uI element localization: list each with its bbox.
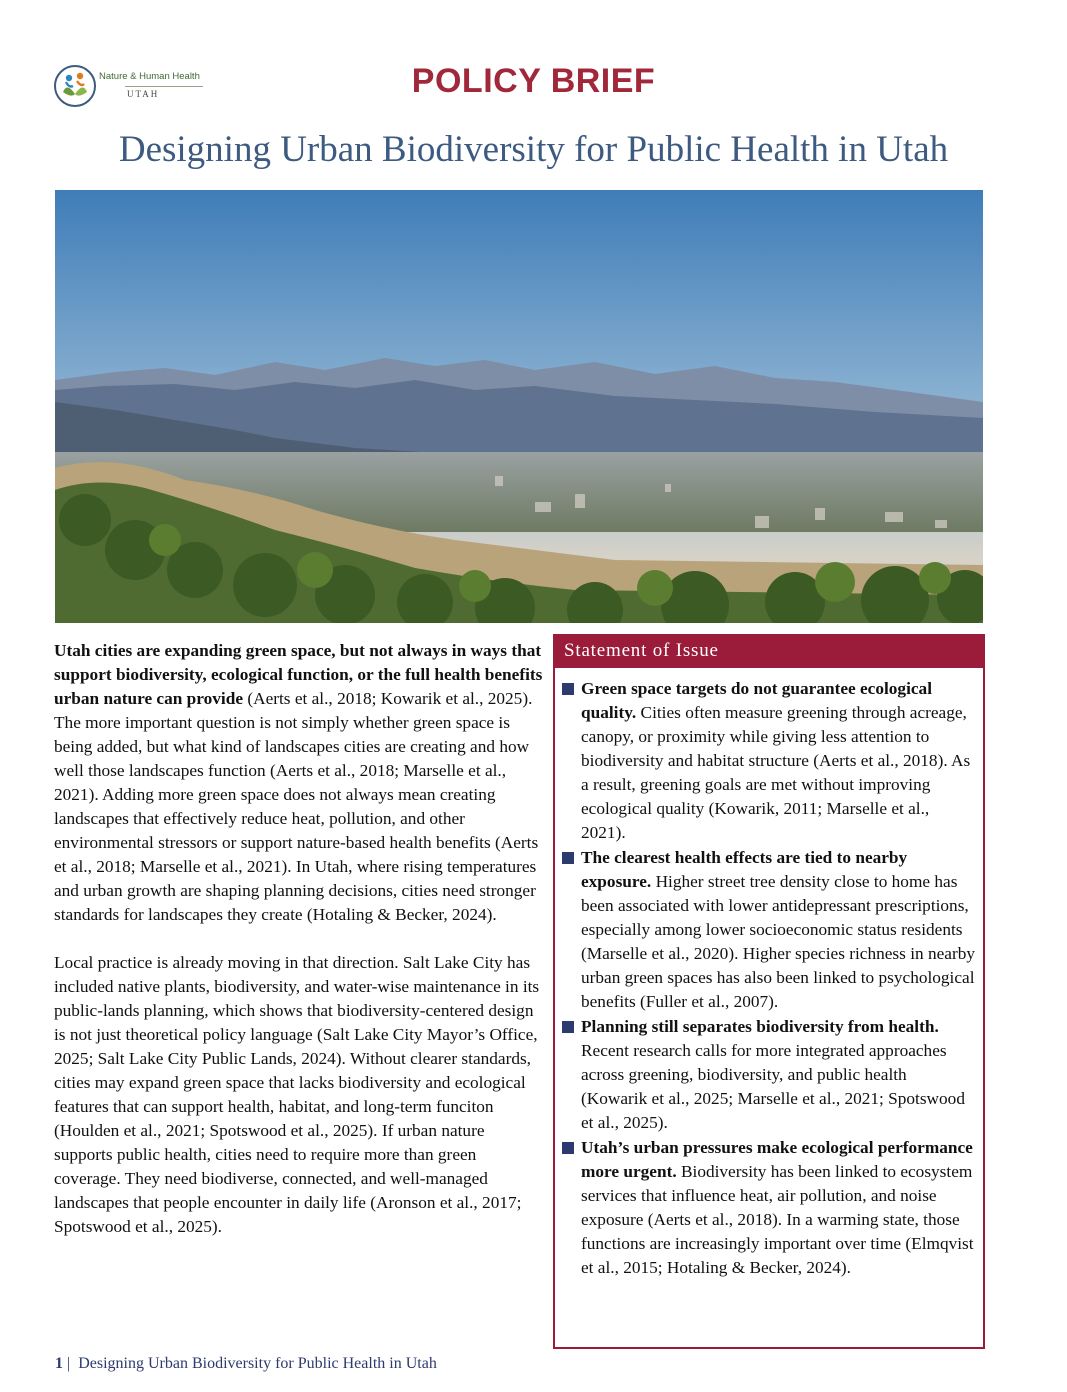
- issue-item-bold: Planning still separates biodiversity from health.: [581, 1017, 939, 1036]
- issue-item: [581, 677, 975, 845]
- intro-paragraph-2: Local practice is already moving in that direction. Salt Lake City has included native plants, biodiversity, and water-wise maintenance in its public-lands planning, which shows that biodiversity-centered design is not just theoretical policy language (Salt Lake City Mayor’s Office, 2025; Salt Lake City Public Lands, 2024). Without clearer standards, cities may expand green space that lacks biodiversity and ecological features that can support health, habitat, and long-term funciton (Houlden et al., 2021; Spotswood et al., 2025). If urban nature supports public health, cities need to require more than green coverage. They need biodiverse, connected, and well-managed landscapes that people encounter in daily life (Aronson et al., 2017; Spotswood et al., 2025).: [54, 953, 540, 1236]
- square-bullet-icon: [562, 1021, 574, 1033]
- square-bullet-icon: [562, 852, 574, 864]
- issue-item: [581, 1015, 975, 1135]
- page-footer: [55, 1355, 437, 1373]
- issue-heading: Statement of Issue: [553, 634, 985, 668]
- intro-paragraph-1: [54, 639, 544, 927]
- issue-item-text: Recent research calls for more integrated approaches across greening, biodiversity, and public health (Kowarik et al., 2025; Marselle et al., 2021; Spotswood et al., 2025).: [581, 1041, 965, 1132]
- issue-item-bold: Green space targets do not guarantee ecological quality.: [581, 679, 932, 722]
- footer-title: Designing Urban Biodiversity for Public Health in Utah: [78, 1355, 437, 1372]
- issue-item-bold: Utah’s urban pressures make ecological performance more urgent.: [581, 1138, 973, 1181]
- intro-lead-bold: Utah cities are expanding green space, but not always in ways that support biodiversity, ecological function, or the full health benefits urban nature can provide: [54, 641, 543, 708]
- page-number: 1: [55, 1355, 63, 1372]
- issue-item: [581, 1136, 975, 1280]
- intro-lead-text: (Aerts et al., 2018; Kowarik et al., 2025). The more important question is not simply whether green space is being added, but what kind of landscapes cities are creating and how well those landscapes function (Aerts et al., 2018; Marselle et al., 2021). Adding more green space does not always mean creating landscapes that effectively reduce heat, pollution, and other environmental stressors or support nature-based health benefits (Aerts et al., 2018; Marselle et al., 2021). In Utah, where rising temperatures and urban growth are shaping planning decisions, cities need stronger standards for landscapes they create (Hotaling & Becker, 2024).: [54, 689, 539, 924]
- issue-box: [553, 668, 985, 1349]
- square-bullet-icon: [562, 1142, 574, 1154]
- logo-text: Nature & Human Health: [99, 71, 200, 82]
- intro-section: [54, 639, 544, 1263]
- issue-item-text: Higher street tree density close to home has been associated with lower antidepressant prescriptions, especially among lower socioeconomic status residents (Marselle et al., 2020). Higher species richness in nearby urban green spaces has also been linked to psychological benefits (Fuller et al., 2007).: [581, 872, 975, 1011]
- issue-item-text: Biodiversity has been linked to ecosystem services that influence heat, air pollution, and noise exposure (Aerts et al., 2018). In a warming state, those functions are increasingly important over time (Elmqvist et al., 2015; Hotaling & Becker, 2024).: [581, 1162, 974, 1277]
- page-title: Designing Urban Biodiversity for Public Health in Utah: [118, 129, 949, 170]
- logo-state: UTAH: [127, 89, 160, 99]
- policy-brief-label: POLICY BRIEF: [411, 62, 656, 100]
- issue-item-bold: The clearest health effects are tied to nearby exposure.: [581, 848, 908, 891]
- hero-photo: [55, 190, 983, 623]
- issue-item: [581, 846, 975, 1014]
- footer-separator: |: [67, 1355, 71, 1372]
- landscape-image: [55, 190, 983, 623]
- issue-item-text: Cities often measure greening through acreage, canopy, or proximity while giving less attention to biodiversity and habitat structure (Aerts et al., 2018). As a result, greening goals are met without improving ecological quality (Kowarik, 2011; Marselle et al., 2021).: [581, 703, 971, 842]
- square-bullet-icon: [562, 683, 574, 695]
